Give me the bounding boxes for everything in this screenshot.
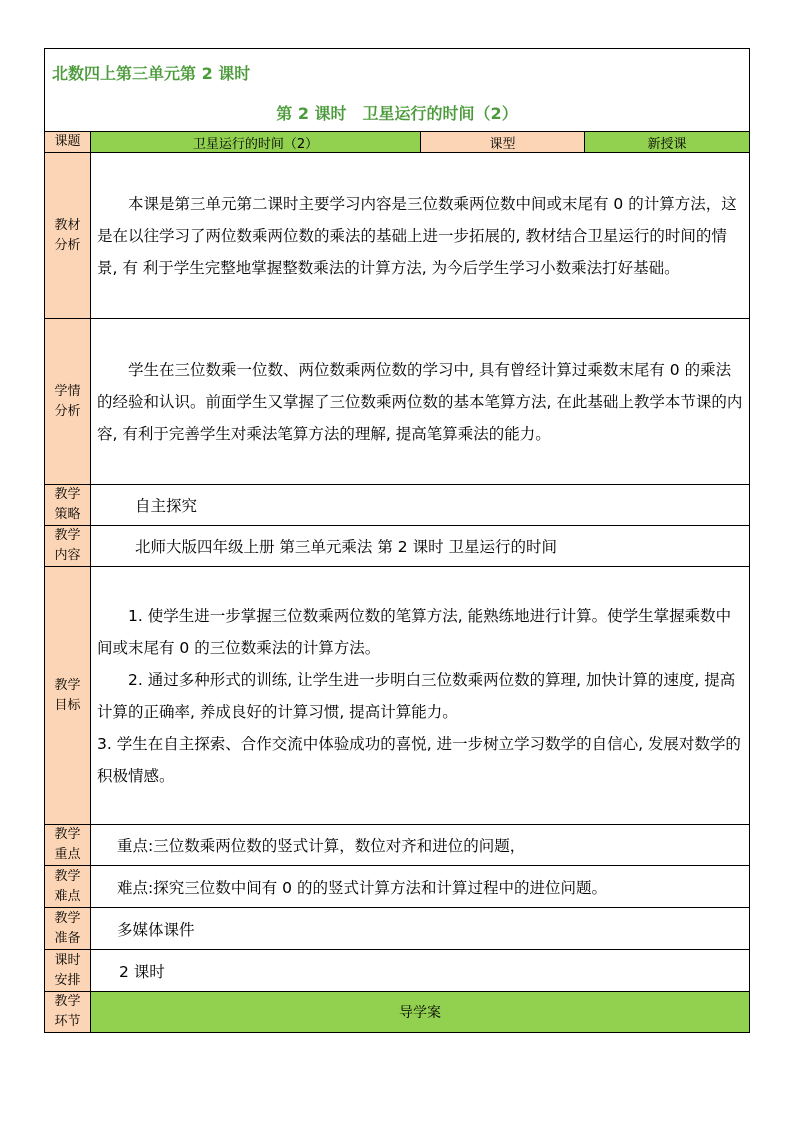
textbook-analysis-label: 教材 分析: [45, 153, 91, 319]
header-cell: [45, 49, 750, 132]
preparation-label: 教学 准备: [45, 908, 91, 950]
process-row: [45, 992, 750, 1033]
student-analysis-label: 学情 分析: [45, 319, 91, 485]
lesson-type-label: 课型: [421, 132, 585, 153]
content-row: [45, 526, 750, 567]
lesson-plan-sheet: [44, 48, 749, 1033]
goals-row: [45, 567, 750, 825]
header-course-code: 北数四上第三单元第 2 课时: [52, 64, 251, 83]
difficulty-row: [45, 866, 750, 908]
lesson-topic-label: 课题: [45, 132, 91, 153]
goal-item-2: 2. 通过多种形式的训练, 让学生进一步明白三位数乘两位数的算理, 加快计算的速度, 提高计算的正确率, 养成良好的计算习惯, 提高计算能力。: [97, 670, 736, 721]
key-point-row: [45, 825, 750, 866]
schedule-text: 2 课时: [91, 950, 750, 992]
preparation-row: [45, 908, 750, 950]
textbook-analysis-row: [45, 153, 750, 319]
content-text: 北师大版四年级上册 第三单元乘法 第 2 课时 卫星运行的时间: [91, 526, 750, 567]
key-point-text: 重点:三位数乘两位数的竖式计算，数位对齐和进位的问题，: [91, 825, 750, 866]
lesson-type-value: 新授课: [585, 132, 750, 153]
student-analysis-row: [45, 319, 750, 485]
textbook-analysis-text: 本课是第三单元第二课时主要学习内容是三位数乘两位数中间或末尾有 0 的计算方法，这是在以往学习了两位数乘两位数的乘法的基础上进一步拓展的, 教材结合卫星运行的时间的情景, 有 利于学生完整地掌握整数乘法的计算方法, 为今后学生学习小数乘法打好基础。: [91, 153, 750, 319]
header-row: [45, 49, 750, 132]
strategy-label: 教学 策略: [45, 485, 91, 526]
goal-item-1: 1. 使学生进一步掌握三位数乘两位数的笔算方法, 能熟练地进行计算。使学生掌握乘数中间或末尾有 0 的三位数乘法的计算方法。: [97, 606, 732, 657]
goal-item-3: 3. 学生在自主探索、合作交流中体验成功的喜悦, 进一步树立学习数学的自信心, 发展对数学的积极情感。: [97, 734, 741, 785]
content-label: 教学 内容: [45, 526, 91, 567]
lesson-topic-value: 卫星运行的时间（2）: [91, 132, 421, 153]
header-lesson-title: 第 2 课时 卫星运行的时间（2）: [276, 104, 518, 123]
student-analysis-text: 学生在三位数乘一位数、两位数乘两位数的学习中, 具有曾经计算过乘数末尾有 0 的乘法的经验和认识。前面学生又掌握了三位数乘两位数的基本笔算方法, 在此基础上教学本节课的内容, 有利于完善学生对乘法笔算方法的理解, 提高笔算乘法的能力。: [91, 319, 750, 485]
difficulty-label: 教学 难点: [45, 866, 91, 908]
goals-label: 教学 目标: [45, 567, 91, 825]
difficulty-text: 难点:探究三位数中间有 0 的的竖式计算方法和计算过程中的进位问题。: [91, 866, 750, 908]
strategy-text: 自主探究: [91, 485, 750, 526]
lesson-plan-table: [44, 48, 750, 1033]
preparation-text: 多媒体课件: [91, 908, 750, 950]
goals-text: [91, 567, 750, 825]
lesson-info-row: [45, 132, 750, 153]
schedule-label: 课时 安排: [45, 950, 91, 992]
process-label: 教学 环节: [45, 992, 91, 1033]
process-value: 导学案: [91, 992, 750, 1033]
key-point-label: 教学 重点: [45, 825, 91, 866]
schedule-row: [45, 950, 750, 992]
strategy-row: [45, 485, 750, 526]
